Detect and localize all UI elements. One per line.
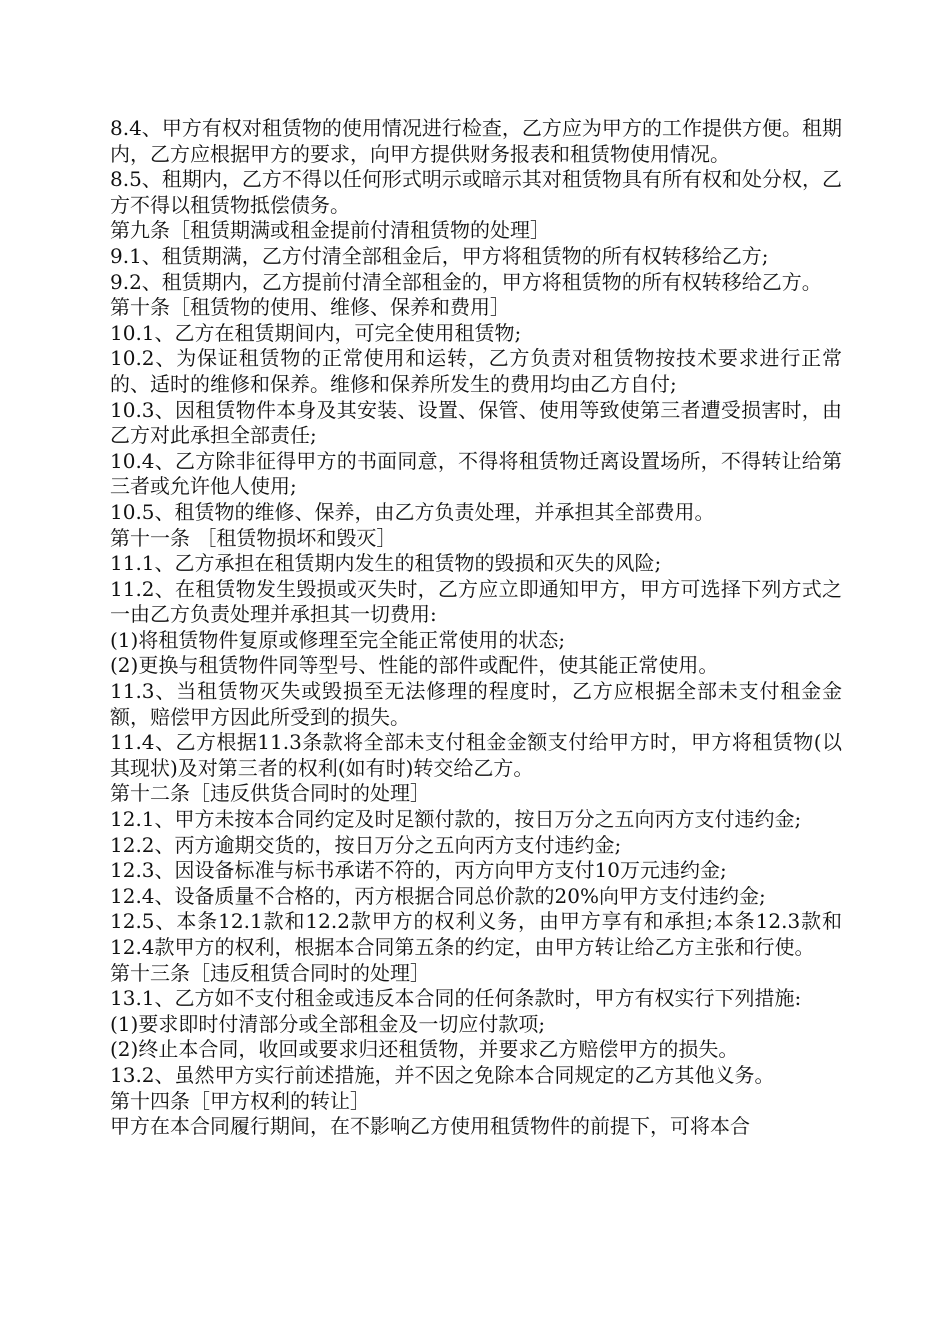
article-14-text: 甲方在本合同履行期间，在不影响乙方使用租赁物件的前提下，可将本合 [110, 1114, 750, 1139]
clause-10-4: 10.4、乙方除非征得甲方的书面同意，不得将租赁物迁离设置场所，不得转让给第三者或允许他人使用; [110, 448, 842, 499]
article-13-heading: 第十三条［违反租赁合同时的处理］ [110, 960, 430, 985]
clause-13-1-item-1: (1)要求即时付清部分或全部租金及一切应付款项; [110, 1011, 546, 1036]
clause-11-4: 11.4、乙方根据11.3条款将全部未支付租金金额支付给甲方时，甲方将租赁物(以其现状)及对第三者的权利(如有时)转交给乙方。 [110, 730, 842, 780]
article-10-heading: 第十条［租赁物的使用、维修、保养和费用］ [110, 295, 510, 320]
clause-9-2: 9.2、租赁期内，乙方提前付清全部租金的，甲方将租赁物的所有权转移给乙方。 [110, 269, 822, 294]
clause-13-1: 13.1、乙方如不支付租金或违反本合同的任何条款时，甲方有权实行下列措施: [110, 986, 802, 1011]
clause-12-4: 12.4、设备质量不合格的，丙方根据合同总价款的20%向甲方支付违约金; [110, 883, 766, 908]
article-14-heading: 第十四条［甲方权利的转让］ [110, 1088, 370, 1113]
document-body [110, 116, 842, 1140]
clause-11-1: 11.1、乙方承担在租赁期内发生的租赁物的毁损和灭失的风险; [110, 551, 662, 576]
article-11-heading: 第十一条 ［租赁物损坏和毁灭］ [110, 525, 397, 550]
clause-9-1: 9.1、租赁期满，乙方付清全部租金后，甲方将租赁物的所有权转移给乙方; [110, 243, 769, 268]
clause-12-3: 12.3、因设备标准与标书承诺不符的，丙方向甲方支付10万元违约金; [110, 858, 727, 883]
clause-10-5: 10.5、租赁物的维修、保养，由乙方负责处理，并承担其全部费用。 [110, 499, 715, 524]
clause-10-1: 10.1、乙方在租赁期间内，可完全使用租赁物; [110, 320, 522, 345]
clause-12-1: 12.1、甲方未按本合同约定及时足额付款的，按日万分之五向丙方支付违约金; [110, 807, 802, 832]
clause-12-5: 12.5、本条12.1款和12.2款甲方的权利义务，由甲方享有和承担;本条12.3款和12.4款甲方的权利，根据本合同第五条的约定，由甲方转让给乙方主张和行使。 [110, 909, 842, 959]
clause-13-1-item-2: (2)终止本合同，收回或要求归还租赁物，并要求乙方赔偿甲方的损失。 [110, 1037, 739, 1062]
article-9-heading: 第九条［租赁期满或租金提前付清租赁物的处理］ [110, 218, 550, 243]
clause-12-2: 12.2、丙方逾期交货的，按日万分之五向丙方支付违约金; [110, 832, 622, 857]
clause-10-3: 10.3、因租赁物件本身及其安装、设置、保管、使用等致使第三者遭受损害时，由乙方对此承担全部责任; [110, 397, 842, 448]
clause-13-2: 13.2、虽然甲方实行前述措施，并不因之免除本合同规定的乙方其他义务。 [110, 1062, 775, 1087]
clause-11-2: 11.2、在租赁物发生毁损或灭失时，乙方应立即通知甲方，甲方可选择下列方式之一由乙方负责处理并承担其一切费用: [110, 576, 842, 627]
clause-11-2-item-2: (2)更换与租赁物件同等型号、性能的部件或配件，使其能正常使用。 [110, 653, 719, 678]
clause-10-2: 10.2、为保证租赁物的正常使用和运转，乙方负责对租赁物按技术要求进行正常的、适时的维修和保养。维修和保养所发生的费用均由乙方自付; [110, 346, 842, 396]
clause-11-3: 11.3、当租赁物灭失或毁损至无法修理的程度时，乙方应根据全部未支付租金金额，赔偿甲方因此所受到的损失。 [110, 679, 842, 729]
article-12-heading: 第十二条［违反供货合同时的处理］ [110, 781, 430, 806]
clause-11-2-item-1: (1)将租赁物件复原或修理至完全能正常使用的状态; [110, 627, 566, 652]
clause-8-4: 8.4、甲方有权对租赁物的使用情况进行检查，乙方应为甲方的工作提供方便。租期内，乙方应根据甲方的要求，向甲方提供财务报表和租赁物使用情况。 [110, 116, 842, 166]
clause-8-5: 8.5、租期内，乙方不得以任何形式明示或暗示其对租赁物具有所有权和处分权，乙方不得以租赁物抵偿债务。 [110, 167, 842, 217]
